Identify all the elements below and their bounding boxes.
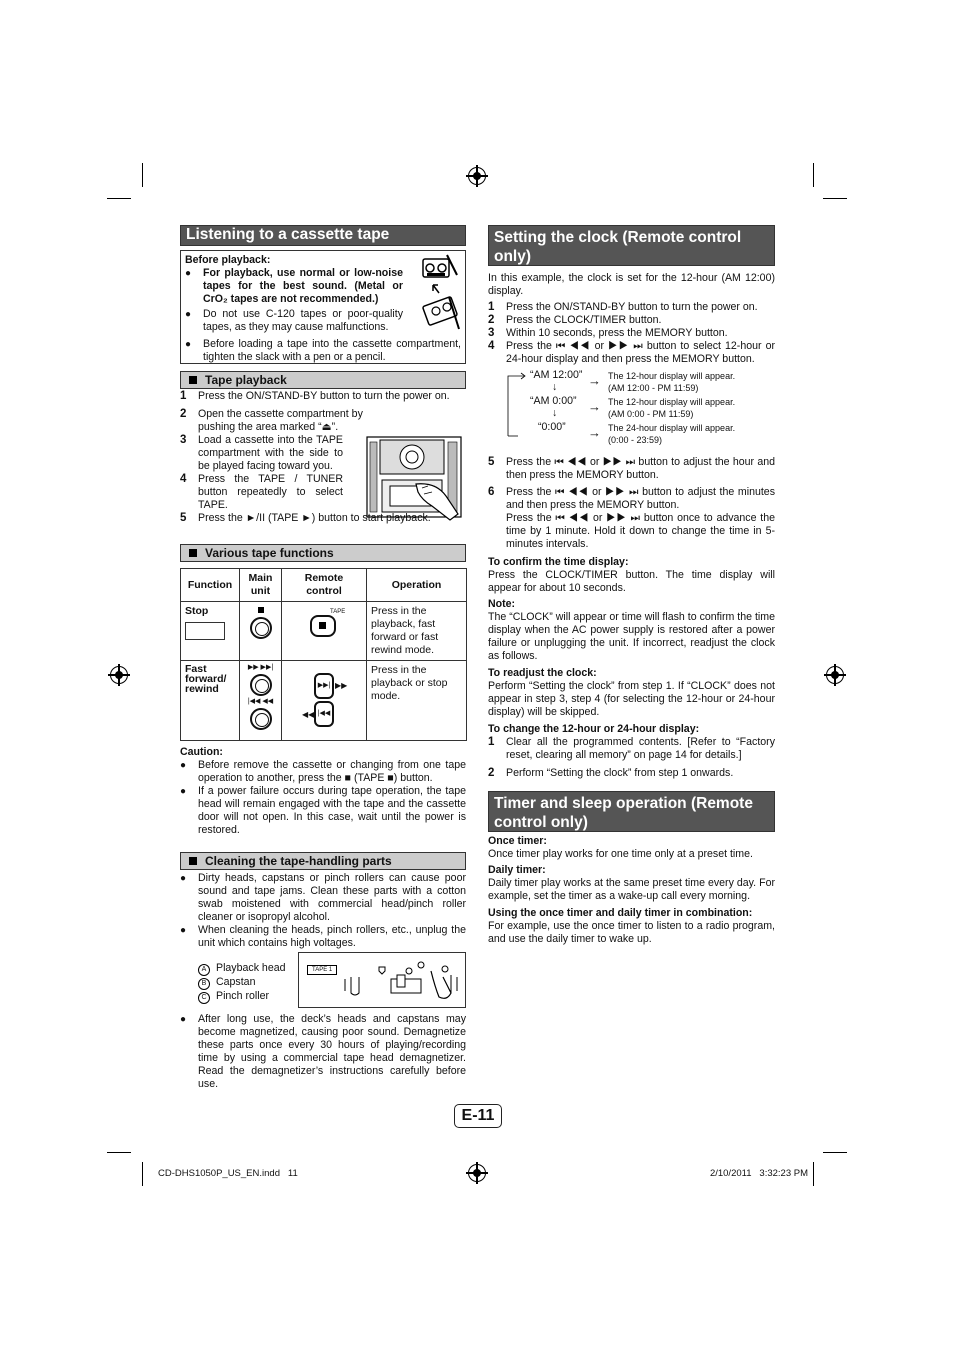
before-bullet: ● Before loading a tape into the cassette compartment, tighten the slack with a pen or a pencil.: [185, 338, 461, 364]
subheading: To readjust the clock:: [488, 667, 597, 679]
crop-mark: [813, 163, 814, 187]
step-text: Open the cassette compartment by pushing the area marked “⏏”.: [198, 408, 363, 433]
crop-mark: [813, 1162, 814, 1186]
letter-a-icon: A: [198, 964, 210, 976]
step-number: 2: [180, 408, 187, 420]
registration-mark-icon: [110, 666, 128, 684]
paragraph: Press the CLOCK/TIMER button. The time display will appear for about 10 seconds.: [488, 569, 775, 594]
step-number: 5: [488, 456, 495, 468]
registration-mark-icon: [468, 167, 486, 185]
crop-mark: [142, 163, 143, 187]
note-line: (AM 0:00 - PM 11:59): [608, 409, 694, 419]
intro-text: In this example, the clock is set for the 12-hour (AM 12:00) display.: [488, 272, 775, 297]
crop-mark: [107, 198, 131, 199]
step-text: Press the ON/STAND-BY button to turn the power on.: [506, 301, 758, 313]
note-line: The 12-hour display will appear.: [608, 397, 736, 407]
function-cell: [181, 602, 240, 661]
note-line: The 12-hour display will appear.: [608, 371, 736, 381]
right-arrow-icon: →: [588, 425, 601, 440]
operation-cell: Press in the playback or stop mode.: [367, 661, 467, 741]
step: [488, 736, 775, 762]
step: [488, 456, 775, 482]
rew-arrow-icon: ◀◀: [302, 710, 315, 719]
step-text: Press the ⏮ ◀◀ or ▶▶ ⏭ button to select 12-hour or 24-hour display and then press the MEMORY button.: [506, 340, 775, 365]
step-text: Within 10 seconds, press the MEMORY button.: [506, 327, 728, 339]
section-title-cassette: Listening to a cassette tape: [180, 225, 466, 246]
cleaning-bullet: ● When cleaning the heads, pinch rollers, etc., unplug the unit which contains high voltages.: [180, 924, 466, 950]
operation-cell: Press in the playback, fast forward or fast rewind mode.: [367, 602, 467, 661]
legend-item: [198, 990, 298, 1004]
remote-rew-button-icon: |◀◀: [314, 701, 334, 727]
ff-arrow-icon: ▶▶: [335, 681, 348, 690]
display-value: “0:00”: [538, 421, 566, 433]
remote-stop-button-icon: [310, 615, 336, 637]
step-number: 4: [488, 340, 495, 352]
step-number: 5: [180, 512, 187, 524]
crop-mark: [823, 1152, 847, 1153]
footer-file: CD-DHS1050P_US_EN.indd 11: [158, 1168, 298, 1179]
paragraph: Once timer play works for one time only at a preset time.: [488, 848, 753, 860]
before-heading: Before playback:: [185, 254, 271, 266]
right-arrow-icon: →: [588, 399, 601, 414]
step-text: Press the TAPE / TUNER button repeatedly to select TAPE.: [198, 473, 343, 511]
cleaning-bullet: ● Dirty heads, capstans or pinch rollers can cause poor sound and tape jams. Clean these parts with a cotton swab moistened with commercial head/pinch roller cleaner or isopropyl alcohol.: [180, 872, 466, 924]
step: [180, 408, 368, 434]
section-title-clock: Setting the clock (Remote control only): [488, 225, 775, 266]
crop-mark: [107, 1152, 131, 1153]
tape-head-illustration: [339, 957, 463, 1005]
ff-button-icon: [250, 674, 272, 696]
step-number: 2: [488, 314, 495, 326]
clock-block: [488, 272, 775, 366]
step: [488, 340, 775, 366]
display-value: “AM 0:00”: [530, 395, 577, 407]
page-number: E-11: [454, 1104, 502, 1128]
paragraph: The “CLOCK” will appear or time will flash to confirm the time display when the AC power supply is restored after a power failure or unplugging the unit. If incorrect, readjust the clock as follows.: [488, 611, 775, 662]
caution-block: [180, 746, 466, 837]
before-bullet: ● For playback, use normal or low-noise tapes for the best sound. (Metal or CrO₂ tapes are not recommended.): [185, 267, 403, 306]
before-playback-box: [180, 250, 466, 364]
legend-text: Capstan: [216, 976, 256, 988]
subsection-title: Tape playback: [205, 373, 287, 387]
square-bullet-icon: [189, 857, 197, 865]
step-number: 3: [180, 434, 187, 446]
subheading: Daily timer:: [488, 864, 546, 876]
step-number: 1: [488, 736, 495, 748]
subsection-title: Cleaning the tape-handling parts: [205, 854, 392, 868]
step-text: Perform “Setting the clock” from step 1 onwards.: [506, 767, 734, 779]
step-number: 1: [180, 390, 187, 402]
parts-legend: [198, 962, 298, 1004]
legend-item: [198, 962, 298, 976]
step-number: 4: [180, 473, 187, 485]
display-note: [608, 396, 735, 420]
remote-cell: [282, 602, 367, 661]
down-arrow-icon: ↓: [552, 407, 558, 419]
subheading: Once timer:: [488, 835, 547, 847]
step-text: Clear all the programmed contents. [Refer to “Factory reset, clearing all memory” on page 14 for details.]: [506, 736, 775, 761]
col-header: Main unit: [240, 569, 282, 602]
clock-block-2: [488, 456, 775, 780]
rew-symbol-icon: |◀◀ ◀◀: [247, 698, 274, 705]
legend-text: Pinch roller: [216, 990, 269, 1002]
legend-text: Playback head: [216, 962, 286, 974]
right-arrow-icon: →: [588, 373, 601, 388]
down-arrow-icon: ↓: [552, 381, 558, 393]
display-note: [608, 422, 735, 446]
cassette-pencil-icon: [419, 253, 463, 335]
subsection-tape-playback: [180, 371, 466, 389]
display-cycle-diagram: [488, 368, 775, 448]
table-row: [181, 661, 467, 741]
step-text: Press the ►/II (TAPE ►) button to start playback.: [198, 512, 431, 524]
function-name: Stop: [185, 605, 209, 617]
main-unit-cell: [240, 661, 282, 741]
table-header-row: [181, 569, 467, 602]
subheading: To change the 12-hour or 24-hour display:: [488, 723, 700, 735]
paragraph: For example, use the once timer to listen to a radio program, and use the daily timer to wake up.: [488, 920, 775, 945]
tape1-label: TAPE 1: [307, 965, 337, 975]
subheading: To confirm the time display:: [488, 556, 629, 568]
tape-deck-diagram: [298, 952, 466, 1008]
main-unit-cell: [240, 602, 282, 661]
section-title-timer: Timer and sleep operation (Remote control only): [488, 791, 775, 832]
col-header: Operation: [367, 569, 467, 602]
step: [488, 314, 775, 327]
crop-mark: [142, 1162, 143, 1186]
registration-mark-icon: [468, 1164, 486, 1182]
note-line: (0:00 - 23:59): [608, 435, 663, 445]
rew-button-icon: [250, 708, 272, 730]
legend-item: [198, 976, 298, 990]
table-row: [181, 602, 467, 661]
cleaning-block-2: [180, 1013, 466, 1091]
step: [180, 434, 343, 473]
letter-b-icon: B: [198, 978, 210, 990]
square-bullet-icon: [189, 549, 197, 557]
footer-date: 2/10/2011 3:32:23 PM: [709, 1168, 808, 1179]
subsection-title: Various tape functions: [205, 546, 334, 560]
col-header: Function: [181, 569, 240, 602]
step-text: Load a cassette into the TAPE compartment with the side to be played facing toward you.: [198, 434, 343, 472]
step: [488, 486, 775, 512]
stop-symbol-icon: [258, 607, 264, 613]
step-number: 2: [488, 767, 495, 779]
before-bullet: ● Do not use C-120 tapes or poor-quality tapes, as they may cause malfunctions.: [185, 308, 403, 334]
step: [180, 473, 343, 512]
subheading: Note:: [488, 598, 516, 610]
stop-button-icon: [250, 617, 272, 639]
ff-symbol-icon: ▶▶ ▶▶|: [247, 664, 274, 671]
cleaning-bullet: ● After long use, the deck’s heads and capstans may become magnetized, causing poor sound. Demagnetize these parts once every 30 hours of playing/recording time by using a commercial tape head demagnetizer. Read the demagnetizer’s instructions carefully before use.: [180, 1013, 466, 1091]
tape-functions-table: [180, 568, 467, 741]
paragraph: Perform “Setting the clock” from step 1. If “CLOCK” does not appear in step 3, step 4 (for selecting the 12-hour or 24-hour display) will be skipped.: [488, 680, 775, 718]
step: [180, 390, 466, 403]
unit-front-illustration: [366, 436, 464, 522]
caution-bullet: ● If a power failure occurs during tape operation, the tape head will remain engaged with the tape and the cassette door will not open. In this case, wait until the power is restored.: [180, 785, 466, 837]
caution-heading: Caution:: [180, 746, 223, 758]
step-text: Press the ON/STAND-BY button to turn the power on.: [198, 390, 450, 402]
cleaning-block: [180, 872, 466, 950]
step-number: 6: [488, 486, 495, 498]
note-line: The 24-hour display will appear.: [608, 423, 736, 433]
col-header: Remote control: [282, 569, 367, 602]
step: [488, 301, 775, 314]
function-name: Fast forward/ rewind: [181, 661, 240, 741]
step-text: Press the ⏮ ◀◀ or ▶▶ ⏭ button to adjust the hour and then press the MEMORY button.: [506, 456, 775, 481]
letter-c-icon: C: [198, 992, 210, 1004]
crop-mark: [823, 198, 847, 199]
remote-ff-button-icon: ▶▶|: [314, 673, 334, 699]
subsection-cleaning: [180, 852, 466, 870]
step: [488, 767, 775, 780]
step-number: 3: [488, 327, 495, 339]
square-bullet-icon: [189, 376, 197, 384]
caution-bullet: ● Before remove the cassette or changing from one tape operation to another, press the ■ (TAPE ■) button.: [180, 759, 466, 785]
step-continuation: Press the ⏮ ◀◀ or ▶▶ ⏭ button once to advance the time by 1 minute. Hold it down to change the time in 5-minutes intervals.: [506, 512, 775, 550]
display-note: [608, 370, 735, 394]
tape-label: TAPE: [330, 609, 346, 615]
cycle-loop-arrow-icon: [504, 372, 526, 444]
step-text: Press the CLOCK/TIMER button.: [506, 314, 662, 326]
step-text: Press the ⏮ ◀◀ or ▶▶ ⏭ button to adjust the minutes and then press the MEMORY button.: [506, 486, 775, 511]
timer-block: [488, 835, 775, 946]
subheading: Using the once timer and daily timer in combination:: [488, 907, 753, 919]
paragraph: Daily timer play works at the same preset time every day. For example, set the timer as a wake-up call every morning.: [488, 877, 775, 902]
step-number: 1: [488, 301, 495, 313]
step: [488, 327, 775, 340]
display-icon: [185, 622, 225, 640]
note-line: (AM 12:00 - PM 11:59): [608, 383, 699, 393]
remote-cell: [282, 661, 367, 741]
subsection-various-functions: [180, 544, 466, 562]
registration-mark-icon: [826, 666, 844, 684]
display-value: “AM 12:00”: [530, 369, 583, 381]
